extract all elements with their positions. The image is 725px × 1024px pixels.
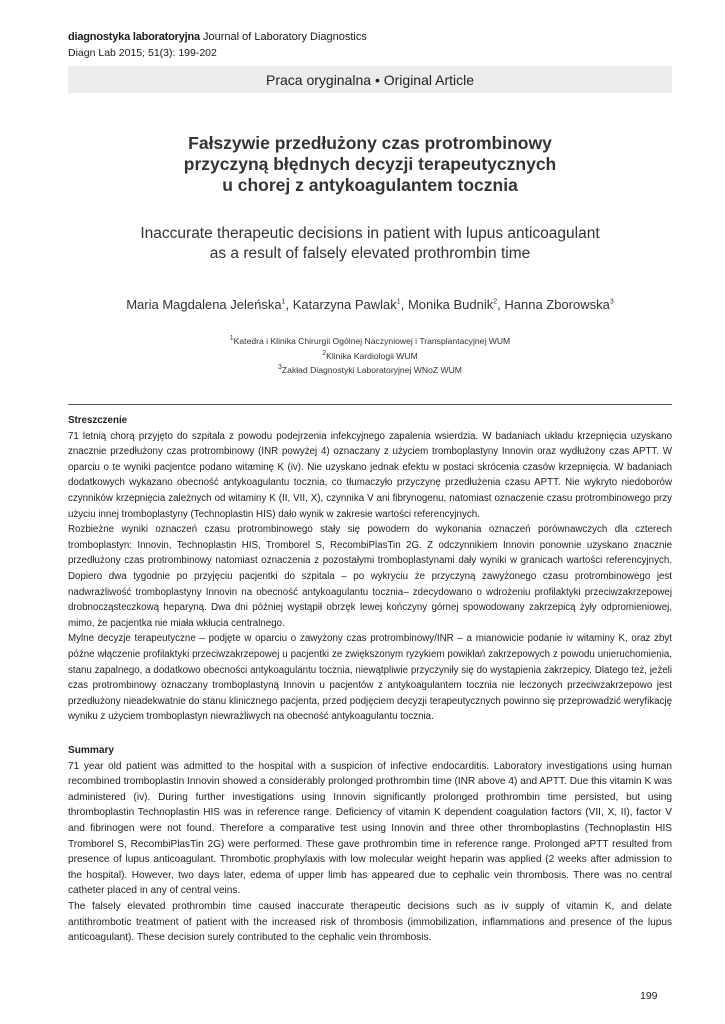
abstract-english bbox=[68, 743, 672, 946]
author-aff: 1 bbox=[396, 298, 401, 306]
text-line: The falsely elevated prothrombin time caused inaccurate therapeutic decisions such as iv supply of vitamin K, and delate antithrombotic bbox=[68, 900, 672, 928]
text-line: przeprowadzić weryfikację wyniku z użyciem tromboplastyn niewrażliwych na obecność antykoagulantu tocznia. bbox=[68, 695, 672, 723]
affiliation: $^2$Klinika Kardiologii WUM bbox=[322, 349, 418, 361]
article-type: Praca oryginalna • Original Article bbox=[266, 71, 474, 88]
text-line: plastyn: Innovin, Technoplastin HIS, Tromborel S, RecombiPlasTin 2G. Z odczynnikiem Innovin ponownie uzyskano znacznie przedłużony bbox=[68, 539, 672, 567]
text-line: dwa tygodnie po przyjęciu pacjentki do szpitala – po wykryciu że przyczyną zawyżonego czasu protrombinowego jest nadwrażliwość bbox=[68, 570, 672, 598]
abstract-paragraph bbox=[68, 429, 672, 523]
text-line: any of central veins. bbox=[150, 885, 241, 897]
text-line: czas protrombinowy natomiast oznaczenia z pozostałymi tromboplastynami dały wyniki w granicach wartości referencyjnych. Dopiero bbox=[68, 555, 672, 582]
title-en-line: as a result of falsely elevated prothrombin time bbox=[209, 245, 531, 262]
text-line: steczkową heparyną. Dwa dni później wystąpił obrzęk lewej kończyny górnej spowodowany zakrzepicą żyły odpromieniowej, mimo, bbox=[68, 602, 672, 629]
citation: Diagn Lab 2015; 51(3): 199-202 bbox=[68, 47, 217, 59]
author-aff: 3 bbox=[609, 298, 614, 306]
author-list: Maria Magdalena Jeleńska$^1$, Katarzyna Pawlak$^1$, Monika Budnik$^2$, Hanna Zborowska$^3$ bbox=[126, 297, 614, 312]
text-line: thromboplastin Technoplastin HIS was in reference range. Deficiency of vitamin K dependent coagulation factors (VII, X, II), factor V and bbox=[68, 807, 672, 834]
abstract-paragraph bbox=[68, 522, 672, 631]
author-name: Katarzyna Pawlak bbox=[292, 297, 397, 312]
text-line: czynników krzepnięcia zależnych od witaminy K (II, VII, X), czynnika V ani fibrynogenu, natomiast oznaczenie czasu protrombinowego bbox=[68, 492, 654, 504]
text-line: 71 year old patient was admitted to the hospital with a suspicion of infective endocarditis. Laboratory investigations using human bbox=[68, 760, 672, 772]
author-aff: 1 bbox=[281, 298, 286, 306]
summary-paragraph bbox=[68, 759, 672, 899]
text-line: dodatkowych wykazano obecność antykoagulantu tocznia, co tłumaczyło przyczynę przedłużenia czasu APTT. Nie wykryto niedoborów bbox=[68, 477, 672, 489]
text-line: W oparciu o te wyniki pacjentce podano witaminę K (iv). Nie uzyskano jednak efektu w postaci skrócenia czasów krzepnięcia. W badaniach bbox=[68, 446, 672, 473]
section-divider bbox=[68, 404, 672, 405]
text-line: lupus anticoagulant. Thrombotic prophylaxis with low molecular weight heparin was applied (2 weeks after admission to the hospital). bbox=[68, 854, 672, 881]
abstract-paragraph bbox=[68, 631, 672, 725]
title-pl-line: u chorej z antykoagulantem tocznia bbox=[222, 175, 518, 195]
text-line: However, two days later, edema of upper limb has appeared due to cephalic vein thrombosis. There was no central catheter placed in bbox=[68, 869, 672, 897]
section-heading: Streszczenie bbox=[68, 415, 128, 426]
text-line: chomienia, stanu zapalnego, a dodatkowo obecności antykoagulantu tocznia, niewątpliwie przyczyniły się do wystąpienia zakrzepicy. bbox=[68, 648, 672, 676]
text-line: zbyt późne włączenie profilaktyki przeciwzakrzepowej u pacjentki ze zwiększonym ryzykiem powikłań zakrzepowych z powodu unieru bbox=[68, 633, 672, 660]
text-line: These decision surely contributed to the cephalic vein thrombosis. bbox=[136, 932, 432, 944]
author-name: Maria Magdalena Jeleńska bbox=[126, 297, 282, 312]
text-line: ciwzakrzepowo jest przedłużony nieadekwatnie do stanu klinicznego pacjenta, przed podjęciem decyzji terapeutycznych powinno się bbox=[68, 680, 672, 707]
text-line: fibrinogen were not found. Therefore a comparative test using Innovin and three other thromboplastins (Technoplastin HIS Tromborel bbox=[68, 822, 672, 850]
author-aff: 2 bbox=[493, 298, 498, 306]
title-pl-line: Fałszywie przedłużony czas protrombinowy bbox=[188, 133, 552, 153]
text-line: recombined tromboplastin Innovin showed a considerably prolonged prothrombin time (INR above 4) and APTT. Due this vitamin bbox=[68, 776, 645, 788]
text-line: treatment of patient with the increased risk of thrombosis (immobilization, inflammations and presence of the lupus anticoagulant). bbox=[68, 916, 673, 944]
text-line: tromboplastyny Innovin na obecność antykoagulantu tocznia– zdecydowano o wdrożeniu profilaktyki przeciwzakrzepowej drobnoczą bbox=[68, 586, 672, 614]
journal-name: Journal of Laboratory Diagnostics bbox=[203, 31, 367, 43]
journal-brand: diagnostyka laboratoryjna bbox=[68, 31, 200, 43]
journal-header bbox=[68, 31, 367, 43]
article-type-bar bbox=[68, 66, 672, 93]
text-line: K was administered (iv). During further investigations using Innovin significantly prolonged prothrombin time persisted, but using bbox=[68, 776, 672, 803]
section-heading: Summary bbox=[68, 745, 115, 756]
page-number: 199 bbox=[640, 990, 658, 1002]
title-polish bbox=[68, 133, 672, 196]
text-line: Mylne decyzje terapeutyczne – podjęte w oparciu o zawyżony czas protrombinowy/INR – a mianowicie podanie iv witaminy K, oraz bbox=[68, 633, 655, 645]
author-name: Monika Budnik bbox=[407, 297, 494, 312]
text-line: przy użyciu innej tromboplastyny (Technoplastin HIS) dało wynik w zakresie wartości referencyjnych. bbox=[68, 492, 672, 520]
affiliation: $^1$Katedra i Klinika Chirurgii Ogólnej Naczyniowej i Transplantacyjnej WUM bbox=[229, 335, 511, 346]
affiliations bbox=[68, 334, 672, 378]
title-english bbox=[68, 224, 672, 264]
title-pl-line: przyczyną błędnych decyzji terapeutycznych bbox=[183, 154, 557, 174]
text-line: S, RecombiPlasTin 2G) were performed. These gave prothrombin time in reference range. Prolonged aPTT resulted from presence of bbox=[68, 838, 672, 866]
text-line: znacznie przedłużony czas protrombinowy (INR powyżej 4) oznaczany z użyciem tromboplastyny Innovin oraz wydłużony czas APTT. bbox=[68, 446, 663, 458]
summary-paragraph bbox=[68, 899, 672, 946]
author-name: Hanna Zborowska bbox=[504, 297, 610, 312]
text-line: Dlatego też, jeżeli czas protrombinowy oznaczany tromboplastyną Innovin u pacjentów z antykoagulantem tocznia nie leczonych prze bbox=[68, 664, 672, 692]
affiliation: $^3$Zakład Diagnostyki Laboratoryjnej WNoZ WUM bbox=[278, 364, 462, 375]
abstract-polish bbox=[68, 413, 672, 725]
text-line: 71 letnią chorą przyjęto do szpitala z powodu podejrzenia infekcyjnego zapalenia wsierdzia. W badaniach układu krzepnięcia uzyskano bbox=[68, 430, 672, 442]
text-line: że pacjentka nie miała wkłucia centralnego. bbox=[97, 617, 285, 629]
title-en-line: Inaccurate therapeutic decisions in patient with lupus anticoagulant bbox=[140, 225, 600, 242]
text-line: Rozbieżne wyniki oznaczeń czasu protrombinowego stały się powodem do wykonania oznaczeń porównawczych dla czterech trombo bbox=[68, 524, 672, 551]
